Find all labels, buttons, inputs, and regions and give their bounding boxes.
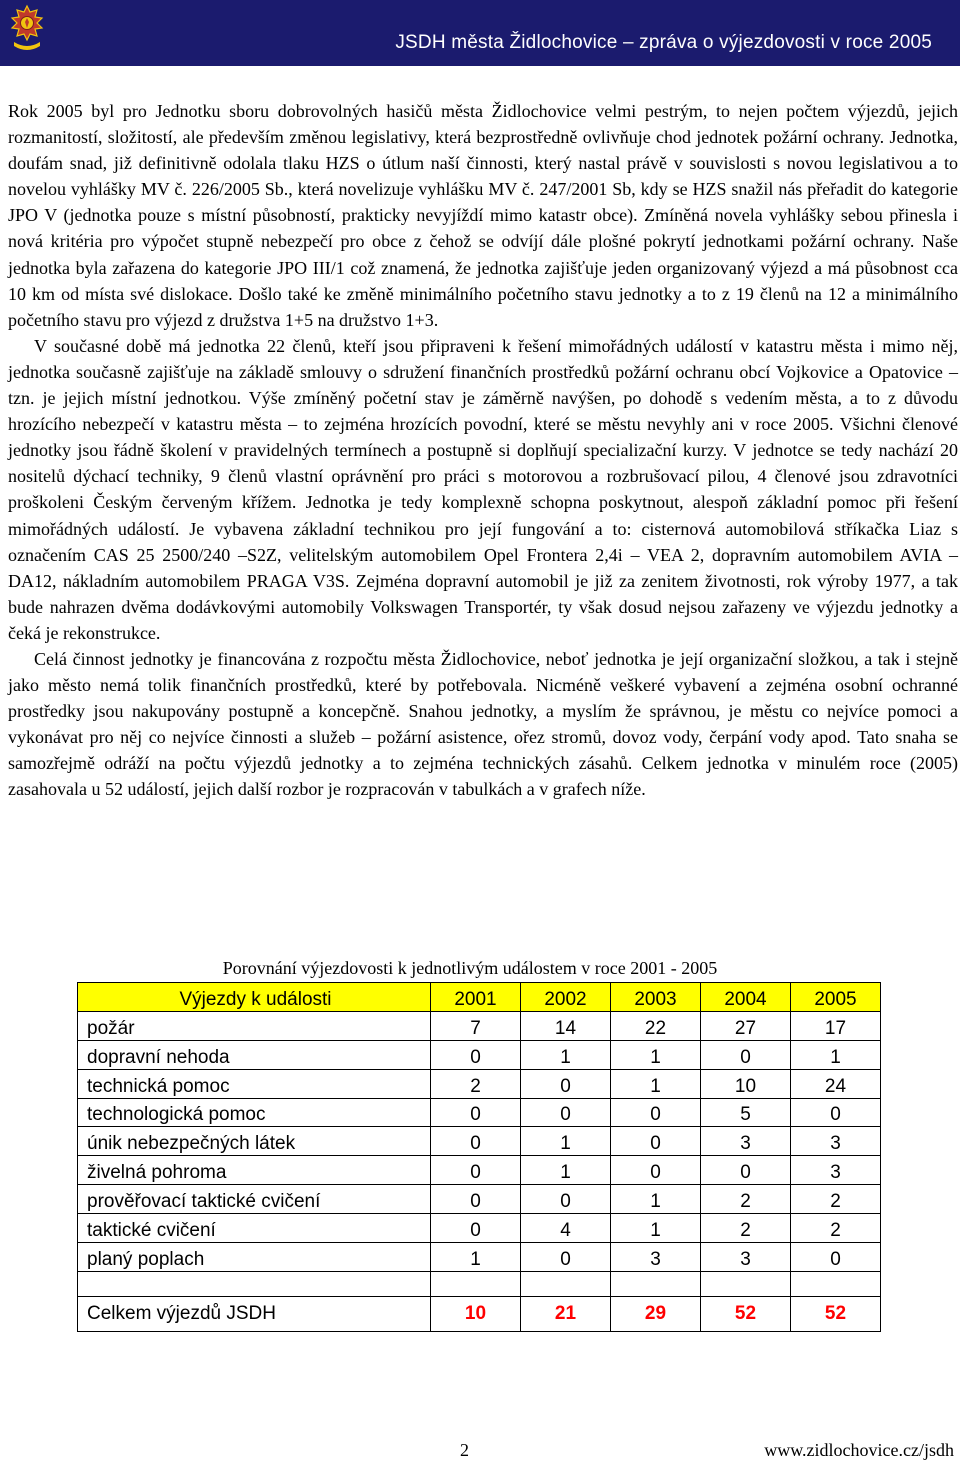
count-cell: 0 [611,1127,701,1156]
report-body [8,98,958,803]
table-row [78,1069,881,1098]
paragraph: Celá činnost jednotky je financována z rozpočtu města Židlochovice, neboť jednotka je její organizační složkou, a tak i stejně jako město nemá tolik finančních prostředků, které by potřebovala. Nicméně veškeré vybavení a zejména osobní ochranné prostředky jsou nakupovány postupně a koncepčně. Snahou jednotky, a myslím že správnou, je městu co nejvíce pomoci a vykonávat pro něj co nejvíce činnosti a služeb – požární asistence, ořez stromů, dovoz vody, čerpání vody apod. Tato snaha se samozřejmě odráží na počtu výjezdů jednotky a to zejména technických zásahů. Celkem jednotka v minulém roce (2005) zasahovala u 52 událostí, jejich další rozbor je rozpracován v tabulkách a v grafech níže. [8,648,958,800]
event-type-cell: taktické cvičení [78,1214,431,1243]
table-row [78,1011,881,1040]
table-row [78,1156,881,1185]
empty-table-row [78,1271,881,1296]
count-cell: 0 [611,1098,701,1127]
count-cell: 1 [611,1214,701,1243]
total-count-cell: 10 [431,1296,521,1331]
table-caption: Porovnání výjezdovosti k jednotlivým událostem v roce 2001 - 2005 [222,958,718,978]
event-type-cell: technická pomoc [78,1069,431,1098]
table-row [78,1098,881,1127]
count-cell: 0 [431,1185,521,1214]
count-cell: 0 [791,1098,881,1127]
table-row [78,1127,881,1156]
empty-cell [78,1271,431,1296]
empty-cell [521,1271,611,1296]
header-year: 2004 [701,983,791,1012]
header-year: 2005 [791,983,881,1012]
empty-cell [701,1271,791,1296]
count-cell: 1 [791,1040,881,1069]
count-cell: 2 [431,1069,521,1098]
empty-cell [791,1271,881,1296]
header-event-type: Výjezdy k události [78,983,431,1012]
count-cell: 0 [521,1098,611,1127]
total-row [78,1296,881,1331]
count-cell: 5 [701,1098,791,1127]
dispatch-statistics-table [77,982,881,1332]
header-year: 2002 [521,983,611,1012]
count-cell: 0 [431,1098,521,1127]
table-row [78,1040,881,1069]
count-cell: 27 [701,1011,791,1040]
count-cell: 0 [701,1040,791,1069]
count-cell: 1 [611,1069,701,1098]
count-cell: 0 [431,1214,521,1243]
empty-cell [431,1271,521,1296]
count-cell: 0 [791,1243,881,1272]
count-cell: 0 [431,1040,521,1069]
table-row [78,1243,881,1272]
event-type-cell: technologická pomoc [78,1098,431,1127]
count-cell: 22 [611,1011,701,1040]
count-cell: 3 [791,1156,881,1185]
count-cell: 2 [701,1214,791,1243]
count-cell: 1 [521,1156,611,1185]
count-cell: 17 [791,1011,881,1040]
page-header [0,0,960,66]
count-cell: 2 [701,1185,791,1214]
total-label-cell: Celkem výjezdů JSDH [78,1296,431,1331]
count-cell: 3 [701,1127,791,1156]
count-cell: 3 [611,1243,701,1272]
count-cell: 0 [521,1069,611,1098]
page-number: 2 [460,1440,469,1460]
event-type-cell: únik nebezpečných látek [78,1127,431,1156]
event-type-cell: planý poplach [78,1243,431,1272]
count-cell: 1 [431,1243,521,1272]
count-cell: 1 [611,1040,701,1069]
header-year: 2001 [431,983,521,1012]
document-title: JSDH města Židlochovice – zpráva o výjezdovosti v roce 2005 [395,32,932,53]
event-type-cell: živelná pohroma [78,1156,431,1185]
count-cell: 2 [791,1185,881,1214]
table-row [78,1185,881,1214]
table-row [78,1214,881,1243]
event-type-cell: požár [78,1011,431,1040]
count-cell: 0 [611,1156,701,1185]
event-type-cell: prověřovací taktické cvičení [78,1185,431,1214]
header-year: 2003 [611,983,701,1012]
table-header-row [78,983,881,1012]
count-cell: 1 [521,1127,611,1156]
total-count-cell: 29 [611,1296,701,1331]
count-cell: 3 [791,1127,881,1156]
count-cell: 24 [791,1069,881,1098]
count-cell: 0 [431,1156,521,1185]
count-cell: 14 [521,1011,611,1040]
total-count-cell: 52 [701,1296,791,1331]
paragraph: V současné době má jednotka 22 členů, kteří jsou připraveni k řešení mimořádných událostí v katastru města i mimo něj, jednotka současně zajišťuje na základě smlouvy o sdružení finančních prostředků požární ochranu obcí Vojkovice a Opatovice – tzn. je jejich místní jednotkou. Výše zmíněný početní stav je záměrně navýšen, po dohodě s vedením města, a to z důvodu hrozícího nebezpečí v katastru města – to zejména hrozících povodní, které se městu nevyhly ani v roce 2005. Všichni členové jednotky jsou řádně školení v pravidelných termínech a postupně si doplňují specializační kurzy. V jednotce se tedy nachází 20 nositelů dýchací techniky, 9 členů vlastní oprávnění pro práci s motorovou a rozbrušovací pilou, 4 členové jsou zdravotníci proškoleni Českým červeným křížem. Jednotka je tedy komplexně schopna poskytnout, alespoň základní pomoc při řešení mimořádných událostí. Je vybavena základní technikou pro její fungování a to: cisternová automobilová stříkačka Liaz s označením CAS 25 2500/240 –S2Z, velitelským automobilem Opel Frontera 2,4i – VEA 2, dopravním automobilem AVIA – DA12, nákladním automobilem PRAGA V3S. Zejména dopravní automobil je již za zenitem životnosti, rok výroby 1977, a tak bude nahrazen dvěma dodávkovými automobily Volkswagen Transportér, ty však dosud nejsou zařazeny ve výjezdu jednotky a čeká je rekonstrukce. [8,335,958,643]
event-type-cell: dopravní nehoda [78,1040,431,1069]
count-cell: 2 [791,1214,881,1243]
footer-url: www.zidlochovice.cz/jsdh [764,1440,954,1460]
count-cell: 1 [521,1040,611,1069]
total-count-cell: 52 [791,1296,881,1331]
count-cell: 0 [701,1156,791,1185]
total-count-cell: 21 [521,1296,611,1331]
count-cell: 0 [521,1243,611,1272]
count-cell: 4 [521,1214,611,1243]
empty-cell [611,1271,701,1296]
count-cell: 0 [521,1185,611,1214]
count-cell: 1 [611,1185,701,1214]
count-cell: 7 [431,1011,521,1040]
paragraph: Rok 2005 byl pro Jednotku sboru dobrovolných hasičů města Židlochovice velmi pestrým, to nejen počtem výjezdů, jejich rozmanitostí, složitostí, ale především změnou legislativy, která bezprostředně ovlivňuje chod jednotek požární ochrany. Jednotka, doufám snad, již definitivně odolala tlaku HZS o útlum naší činnosti, který nastal právě v souvislosti s novou legislativou a to novelou vyhlášky MV č. 226/2005 Sb., která novelizuje vyhlášku MV č. 247/2001 Sb, kdy se HZS snažil nás přeřadit do kategorie JPO V (jednotka pouze s místní působností, prakticky nevyjíždí mimo katastr obce). Zmíněná novela vyhlášky sebou přinesla i nová kritéria pro výpočet stupně nebezpečí pro obce z čehož se odvíjí dále plošné pokrytí jednotkami požární ochrany. Naše jednotka byla zařazena do kategorie JPO III/1 což znamená, že jednotka zajišťuje jeden organizovaný výjezd a má působnost cca 10 km od místa své dislokace. Došlo také ke změně minimálního početního stavu jednotky a to z 19 členů na 12 a minimálního početního stavu pro výjezd z družstva 1+5 na družstvo 1+3. [8,101,958,330]
count-cell: 10 [701,1069,791,1098]
count-cell: 0 [431,1127,521,1156]
count-cell: 3 [701,1243,791,1272]
